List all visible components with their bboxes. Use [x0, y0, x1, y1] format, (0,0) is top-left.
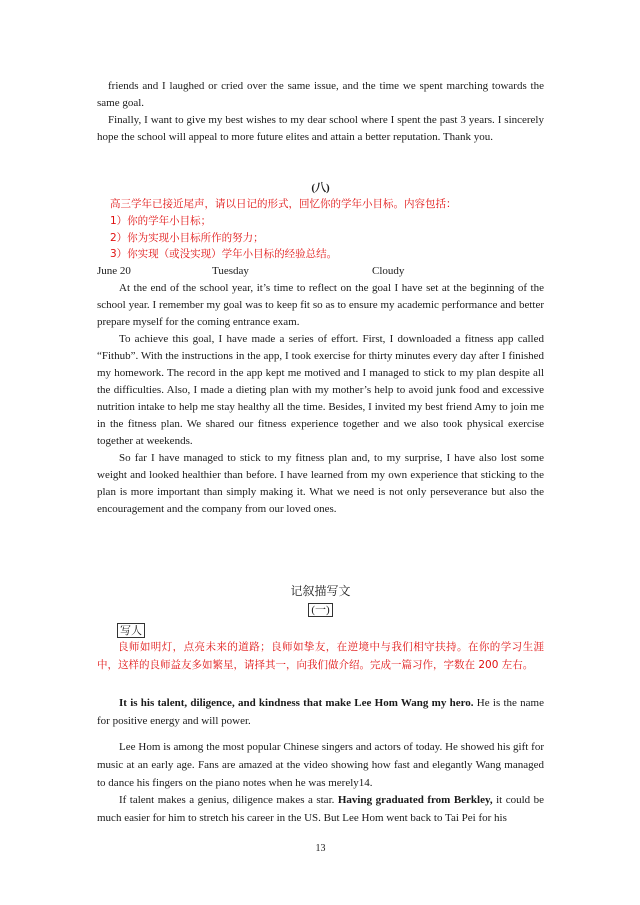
- diary-date: June 20: [97, 265, 131, 277]
- narrative-paragraph: Lee Hom is among the most popular Chinese singers and actors of today. He showed his gift for music at an early age. Fans are amazed at the video showing how fast and elegantly Wang managed to dance his fingers on the piano notes when he was merely14.: [97, 741, 544, 789]
- diary-weather: Cloudy: [372, 265, 405, 277]
- diary-paragraph: At the end of the school year, it’s time to reflect on the goal I have set at the beginning of the school year. I remember my goal was to keep fit so as to ensure my academic performance and better prepare myself for the coming entrance exam.: [97, 282, 544, 328]
- narrative-paragraph: It is his talent, diligence, and kindness that make Lee Hom Wang my hero. He is the name for positive energy and will power.: [97, 697, 544, 727]
- diary-paragraph: To achieve this goal, I have made a series of effort. First, I downloaded a fitness app called “Fithub”. With the instructions in the app, I took exercise for thirty minutes every day after I finished my homework. The record in the app kept me motived and I managed to stick to my plan despite all the difficulties. Also, I made a dieting plan with my mother’s help to avoid junk food and excessive nutrition intake to help me stay healthy all the time. Besides, I invited my best friend Amy to join me in the fitness plan. We shared our fitness experience together and we also took physical exercise together at weekends.: [97, 333, 544, 447]
- page-number: 13: [315, 843, 326, 854]
- diary-paragraph: So far I have managed to stick to my fitness plan and, to my surprise, I have also lost some weight and looked healthier than before. I have learned from my own experience that sticking to the plan is more important than simply making it. What we need is not only perseverance but also the encouragement and the company from our loved ones.: [97, 452, 544, 515]
- section-number-box: (一): [308, 603, 332, 617]
- paragraph-closing-continued: friends and I laughed or cried over the same issue, and the time we spent marching towards the same goal.: [97, 80, 544, 109]
- paragraph-best-wishes: Finally, I want to give my best wishes to my dear school where I spent the past 3 years. I sincerely hope the school will appeal to more future elites and attain a better reputation. Thank you.: [97, 114, 544, 143]
- prompt-item: 2）你为实现小目标所作的努力；: [110, 232, 264, 244]
- category-tag: 写人: [117, 623, 145, 638]
- writing-prompt: 高三学年已接近尾声，请以日记的形式，回忆你的学年小目标。内容包括：: [110, 198, 457, 210]
- section-number-eight: (八): [311, 182, 330, 194]
- diary-header: [97, 263, 544, 280]
- prompt-item: 1）你的学年小目标；: [110, 215, 212, 227]
- narrative-paragraph: If talent makes a genius, diligence makes a star. Having graduated from Berkley, it could be much easier for him to stretch his career in the US. But Lee Hom went back to Tai Pei for his: [97, 794, 544, 824]
- narrative-prompt: 良师如明灯，点亮未来的道路；良师如挚友，在逆境中与我们相守扶持。在你的学习生涯中，这样的良师益友多如繁星，请择其一，向我们做介绍。完成一篇习作，字数在 200 左右。: [97, 641, 544, 671]
- diary-weekday: Tuesday: [212, 265, 249, 277]
- section-number-one: [97, 602, 544, 618]
- category-tag-line: [117, 622, 544, 639]
- section-heading: 记叙描写文: [290, 584, 351, 598]
- prompt-item: 3）你实现（或没实现）学年小目标的经验总结。: [110, 248, 338, 260]
